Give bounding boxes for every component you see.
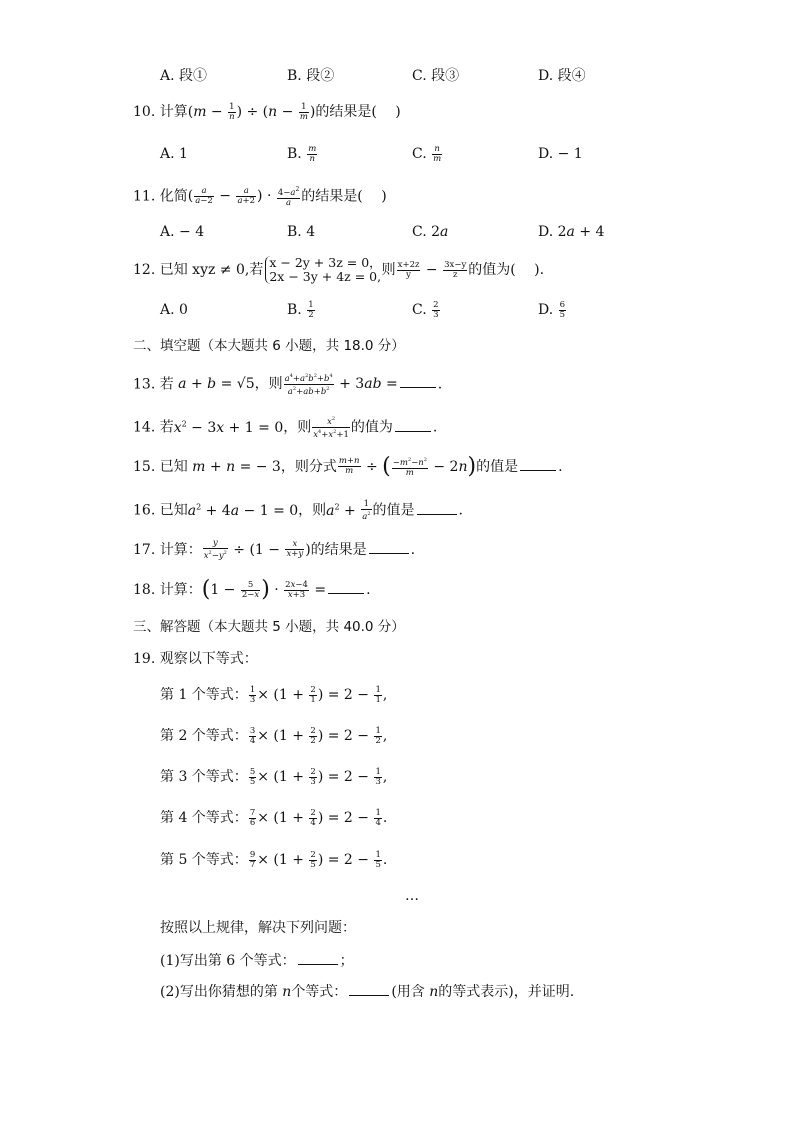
- q17-prefix: 计算：: [159, 541, 202, 558]
- q19-part-2-text: (2)写出你猜想的第: [160, 984, 283, 1000]
- q9-option-c: C. 段③: [412, 68, 460, 84]
- q19-ellipsis: …: [405, 888, 419, 904]
- q11-option-d-var: a: [566, 224, 575, 240]
- q10-expr: (m − $\frac{1}{n}$ ) ÷ (n − $\frac{1}{m}$ ): [187, 101, 316, 122]
- q10-option-b-label: B.: [287, 146, 302, 162]
- q14-number: 14.: [133, 419, 156, 436]
- q15-expr-condition: m + n = − 3: [192, 458, 281, 475]
- q19-number: 19.: [133, 651, 156, 667]
- q19-eq1-math: $\frac{1}{3}$ × (1 + $\frac{2}{1}$ ) = 2 − $\frac{1}{1}$ ,: [249, 684, 388, 705]
- q19-equation-2: [160, 726, 387, 746]
- q19-part-2-blank[interactable]: [349, 983, 389, 996]
- q19-eq5-label: 第 5 个等式：: [160, 852, 248, 868]
- q18-number: 18.: [133, 582, 156, 598]
- q19-equation-3: [160, 767, 387, 787]
- question-15: [133, 453, 563, 479]
- q14-end: .: [432, 419, 438, 436]
- q15-expr: $\frac{m+n}{m}$ ÷ ( $\frac{-m^2-n^2}{m}$ − 2n): [338, 453, 477, 479]
- q10-option-d: D. − 1: [538, 146, 583, 162]
- question-17: [133, 539, 415, 561]
- q12-equation-system: [265, 256, 381, 284]
- q11-option-d: [538, 222, 604, 242]
- question-14: [133, 414, 437, 440]
- q19-equation-5: [160, 850, 387, 870]
- q19-eq5-math: $\frac{9}{7}$ × (1 + $\frac{2}{5}$ ) = 2 − $\frac{1}{5}$ .: [249, 849, 388, 870]
- q17-expr: $\frac{y}{x^2-y^2}$ ÷ (1 − $\frac{x}{x+y}$ ): [203, 538, 311, 561]
- q13-expr: a + b = √5，则 $\frac{a^4+a^2b^2+b^4}{a^2+ab+b^2}$ + 3ab =: [178, 373, 398, 397]
- q14-expr: $x^2 - 3x + 1 = 0$: [173, 419, 284, 436]
- question-13: [133, 372, 442, 397]
- q14-fraction: $\frac{x^2}{x^4+x^2+1}$: [313, 416, 349, 440]
- q19-part-2-var: n: [282, 984, 292, 1000]
- q11-expr: ( $\frac{a}{a-2}$ − $\frac{a}{a+2}$ ) · $\frac{4-a^2}{a}$: [187, 185, 300, 208]
- q11-number: 11.: [133, 188, 156, 205]
- q12-option-c-label: C.: [412, 302, 427, 318]
- q14-prefix: 若: [159, 419, 174, 436]
- q13-prefix: 若: [159, 376, 179, 393]
- section-2-heading: 二、填空题（本大题共 6 小题，共 18.0 分）: [133, 338, 405, 354]
- q14-answer-blank[interactable]: [395, 419, 431, 432]
- q9-option-b: B. 段②: [287, 68, 335, 84]
- q12-option-d-label: D.: [538, 302, 554, 318]
- q14-suffix: 的值为: [350, 419, 393, 436]
- q15-mid: ，则分式: [280, 458, 337, 475]
- q13-end: .: [437, 376, 443, 393]
- q18-end: .: [366, 582, 371, 598]
- q14-mid: ，则: [283, 419, 312, 436]
- q15-number: 15.: [133, 458, 156, 475]
- q19-part-2-tail-2: 的等式表示)，并证明.: [438, 984, 575, 1000]
- q19-part-1-blank[interactable]: [298, 952, 338, 965]
- q19-eq3-math: $\frac{5}{5}$ × (1 + $\frac{2}{3}$ ) = 2 − $\frac{1}{3}$ ,: [249, 766, 388, 787]
- q12-expr: $\frac{x+2z}{y}$ − $\frac{3x-y}{z}$: [397, 259, 467, 280]
- q19-instruction: 按照以上规律，解决下列问题：: [160, 920, 356, 936]
- q19-eq4-label: 第 4 个等式：: [160, 810, 248, 826]
- q15-suffix: 的值是: [476, 458, 519, 475]
- q19-eq2-math: $\frac{3}{4}$ × (1 + $\frac{2}{2}$ ) = 2 − $\frac{1}{2}$ ,: [249, 725, 388, 746]
- q9-option-a: A. 段①: [160, 68, 208, 84]
- q19-part-1-text: (1)写出第 6 个等式：: [160, 953, 296, 969]
- question-18: [133, 577, 371, 602]
- q16-expr-condition: $a^2 + 4a - 1 = 0$: [187, 502, 299, 519]
- q11-prefix: 化简: [159, 188, 188, 205]
- q11-option-d-tail: + 4: [574, 224, 605, 240]
- q12-number: 12.: [133, 262, 156, 278]
- q12-option-a: A. 0: [160, 302, 188, 318]
- q12-option-b-label: B.: [287, 302, 302, 318]
- q9-option-d: D. 段④: [538, 68, 586, 84]
- q16-answer-blank[interactable]: [417, 502, 457, 515]
- q11-option-d-text: D. 2: [538, 224, 567, 240]
- q16-mid: ，则: [298, 502, 327, 519]
- q18-answer-blank[interactable]: [328, 581, 364, 594]
- section-3-heading: 三、解答题（本大题共 5 小题，共 40.0 分）: [133, 619, 405, 635]
- q19-eq1-label: 第 1 个等式：: [160, 687, 248, 703]
- q12-option-d: D. $\frac{6}{5}$: [538, 299, 566, 320]
- q12-eq2: 2x − 3y + 4z = 0,: [269, 269, 382, 284]
- q11-suffix: 的结果是( ): [301, 188, 387, 205]
- q15-end: .: [558, 458, 563, 475]
- q10-option-c: C. $\frac{n}{m}$: [412, 143, 442, 164]
- q10-suffix: 的结果是( ): [315, 104, 401, 120]
- question-12: [133, 256, 544, 284]
- q19-eq3-label: 第 3 个等式：: [160, 769, 248, 785]
- q19-part-1: [160, 951, 354, 971]
- q10-prefix: 计算: [159, 104, 188, 120]
- q18-expr: (1 − $\frac{5}{2-x}$ ) · $\frac{2x-4}{x+3}$ =: [201, 577, 327, 602]
- q18-prefix: 计算：: [159, 582, 202, 598]
- q11-option-a: A. − 4: [160, 224, 205, 240]
- question-11: [133, 185, 387, 208]
- question-10: [133, 102, 401, 122]
- q12-option-c: C. $\frac{2}{3}$: [412, 299, 439, 320]
- question-16: [133, 497, 463, 522]
- q12-prefix: 已知 xyz ≠ 0,若: [159, 262, 264, 278]
- q17-answer-blank[interactable]: [369, 541, 409, 554]
- q16-suffix: 的值是: [372, 502, 415, 519]
- q13-number: 13.: [133, 376, 156, 393]
- q10-option-a: A. 1: [160, 146, 188, 162]
- q10-number: 10.: [133, 104, 156, 120]
- q10-option-c-label: C.: [412, 146, 427, 162]
- q13-answer-blank[interactable]: [400, 375, 436, 388]
- q11-option-c-var: a: [440, 224, 449, 240]
- q15-prefix: 已知: [159, 458, 193, 475]
- q10-option-b: B. $\frac{m}{n}$: [287, 143, 317, 164]
- q19-equation-1: [160, 685, 387, 705]
- q19-eq2-label: 第 2 个等式：: [160, 728, 248, 744]
- q11-option-b: B. 4: [287, 224, 316, 240]
- q16-expr: $a^2$ + $\frac{1}{a^2}$: [326, 498, 371, 522]
- q12-option-b: B. $\frac{1}{2}$: [287, 299, 314, 320]
- q12-eq1: x − 2y + 3z = 0，: [269, 255, 382, 270]
- q19-title-text: 观察以下等式：: [159, 651, 258, 667]
- q12-then: 则: [381, 262, 396, 278]
- q11-option-c-text: C. 2: [412, 224, 441, 240]
- q17-end: .: [410, 541, 416, 558]
- q19-part-2-tail: (用含: [391, 984, 430, 1000]
- q16-prefix: 已知: [159, 502, 188, 519]
- q19-part-2-mid: 个等式：: [291, 984, 348, 1000]
- q19-part-1-end: ；: [339, 953, 354, 969]
- question-19-title: [133, 649, 258, 669]
- q11-option-c: [412, 222, 448, 242]
- q19-part-2: [160, 982, 574, 1002]
- q17-number: 17.: [133, 541, 156, 558]
- q15-answer-blank[interactable]: [520, 458, 556, 471]
- q16-end: .: [458, 502, 463, 519]
- q17-suffix: 的结果是: [310, 541, 367, 558]
- q19-part-2-var-2: n: [429, 984, 439, 1000]
- q16-number: 16.: [133, 502, 156, 519]
- q19-eq4-math: $\frac{7}{6}$ × (1 + $\frac{2}{4}$ ) = 2 − $\frac{1}{4}$ .: [249, 807, 388, 828]
- q19-equation-4: [160, 808, 387, 828]
- q12-suffix: 的值为( ).: [468, 262, 545, 278]
